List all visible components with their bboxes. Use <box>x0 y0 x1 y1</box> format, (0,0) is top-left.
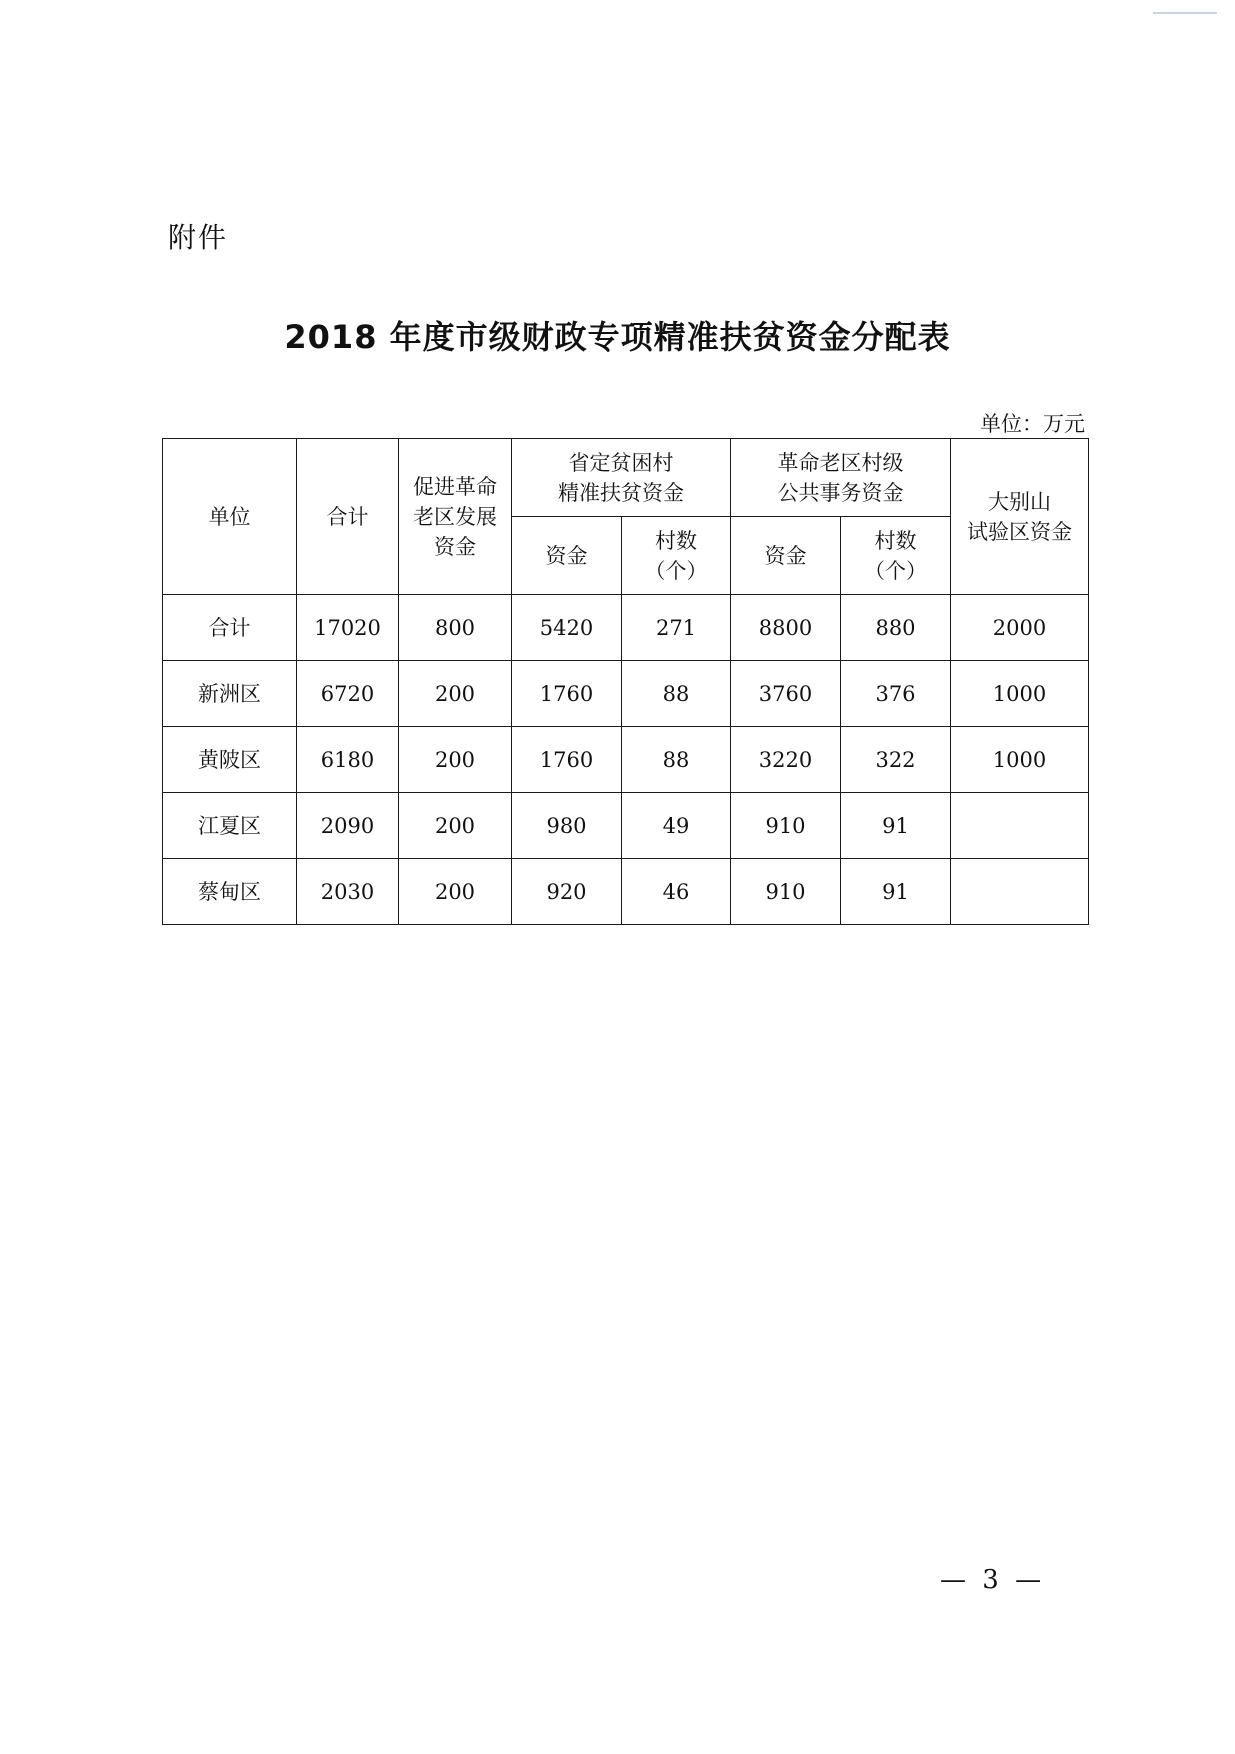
cell-dabieshan <box>951 793 1089 859</box>
cell-public-count: 322 <box>841 727 951 793</box>
cell-unit: 蔡甸区 <box>163 859 297 925</box>
cell-unit: 合计 <box>163 595 297 661</box>
header-total: 合计 <box>297 439 399 595</box>
cell-total: 6720 <box>297 661 399 727</box>
document-title: 2018 年度市级财政专项精准扶贫资金分配表 <box>284 318 951 356</box>
cell-old-area-fund: 200 <box>399 793 512 859</box>
cell-dabieshan: 2000 <box>951 595 1089 661</box>
header-poor-fund: 资金 <box>512 517 622 595</box>
cell-old-area-fund: 200 <box>399 859 512 925</box>
cell-total: 17020 <box>297 595 399 661</box>
cell-old-area-fund: 200 <box>399 727 512 793</box>
cell-poor-fund: 920 <box>512 859 622 925</box>
cell-total: 2090 <box>297 793 399 859</box>
cell-poor-fund: 5420 <box>512 595 622 661</box>
cell-old-area-fund: 200 <box>399 661 512 727</box>
table-row <box>163 859 1089 925</box>
cell-public-fund: 910 <box>731 859 841 925</box>
cell-poor-count: 271 <box>622 595 731 661</box>
header-poor-count: 村数 （个） <box>622 517 731 595</box>
cell-unit: 黄陂区 <box>163 727 297 793</box>
cell-public-count: 91 <box>841 793 951 859</box>
cell-public-fund: 910 <box>731 793 841 859</box>
header-old-area-village-group: 革命老区村级 公共事务资金 <box>731 439 951 517</box>
header-public-fund: 资金 <box>731 517 841 595</box>
cell-public-fund: 3220 <box>731 727 841 793</box>
cell-public-count: 880 <box>841 595 951 661</box>
cell-unit: 江夏区 <box>163 793 297 859</box>
header-unit: 单位 <box>163 439 297 595</box>
attachment-label: 附件 <box>168 221 229 254</box>
header-old-area-fund: 促进革命 老区发展 资金 <box>399 439 512 595</box>
cell-dabieshan <box>951 859 1089 925</box>
cell-public-count: 91 <box>841 859 951 925</box>
header-row-top <box>163 439 1089 517</box>
cell-poor-count: 49 <box>622 793 731 859</box>
table-row <box>163 661 1089 727</box>
header-poor-village-group: 省定贫困村 精准扶贫资金 <box>512 439 731 517</box>
allocation-table <box>162 438 1089 925</box>
table-row <box>163 727 1089 793</box>
scan-edge-mark <box>1153 0 1217 14</box>
header-public-count: 村数 （个） <box>841 517 951 595</box>
cell-dabieshan: 1000 <box>951 661 1089 727</box>
cell-public-fund: 8800 <box>731 595 841 661</box>
page-number: — 3 — <box>940 1565 1046 1595</box>
cell-public-fund: 3760 <box>731 661 841 727</box>
header-dabieshan: 大别山 试验区资金 <box>951 439 1089 595</box>
cell-poor-fund: 1760 <box>512 661 622 727</box>
cell-poor-fund: 980 <box>512 793 622 859</box>
table-row <box>163 595 1089 661</box>
cell-poor-count: 88 <box>622 661 731 727</box>
cell-unit: 新洲区 <box>163 661 297 727</box>
unit-note: 单位：万元 <box>980 412 1085 436</box>
cell-poor-count: 88 <box>622 727 731 793</box>
table-row <box>163 793 1089 859</box>
cell-total: 2030 <box>297 859 399 925</box>
cell-poor-fund: 1760 <box>512 727 622 793</box>
cell-public-count: 376 <box>841 661 951 727</box>
cell-dabieshan: 1000 <box>951 727 1089 793</box>
cell-poor-count: 46 <box>622 859 731 925</box>
cell-old-area-fund: 800 <box>399 595 512 661</box>
cell-total: 6180 <box>297 727 399 793</box>
